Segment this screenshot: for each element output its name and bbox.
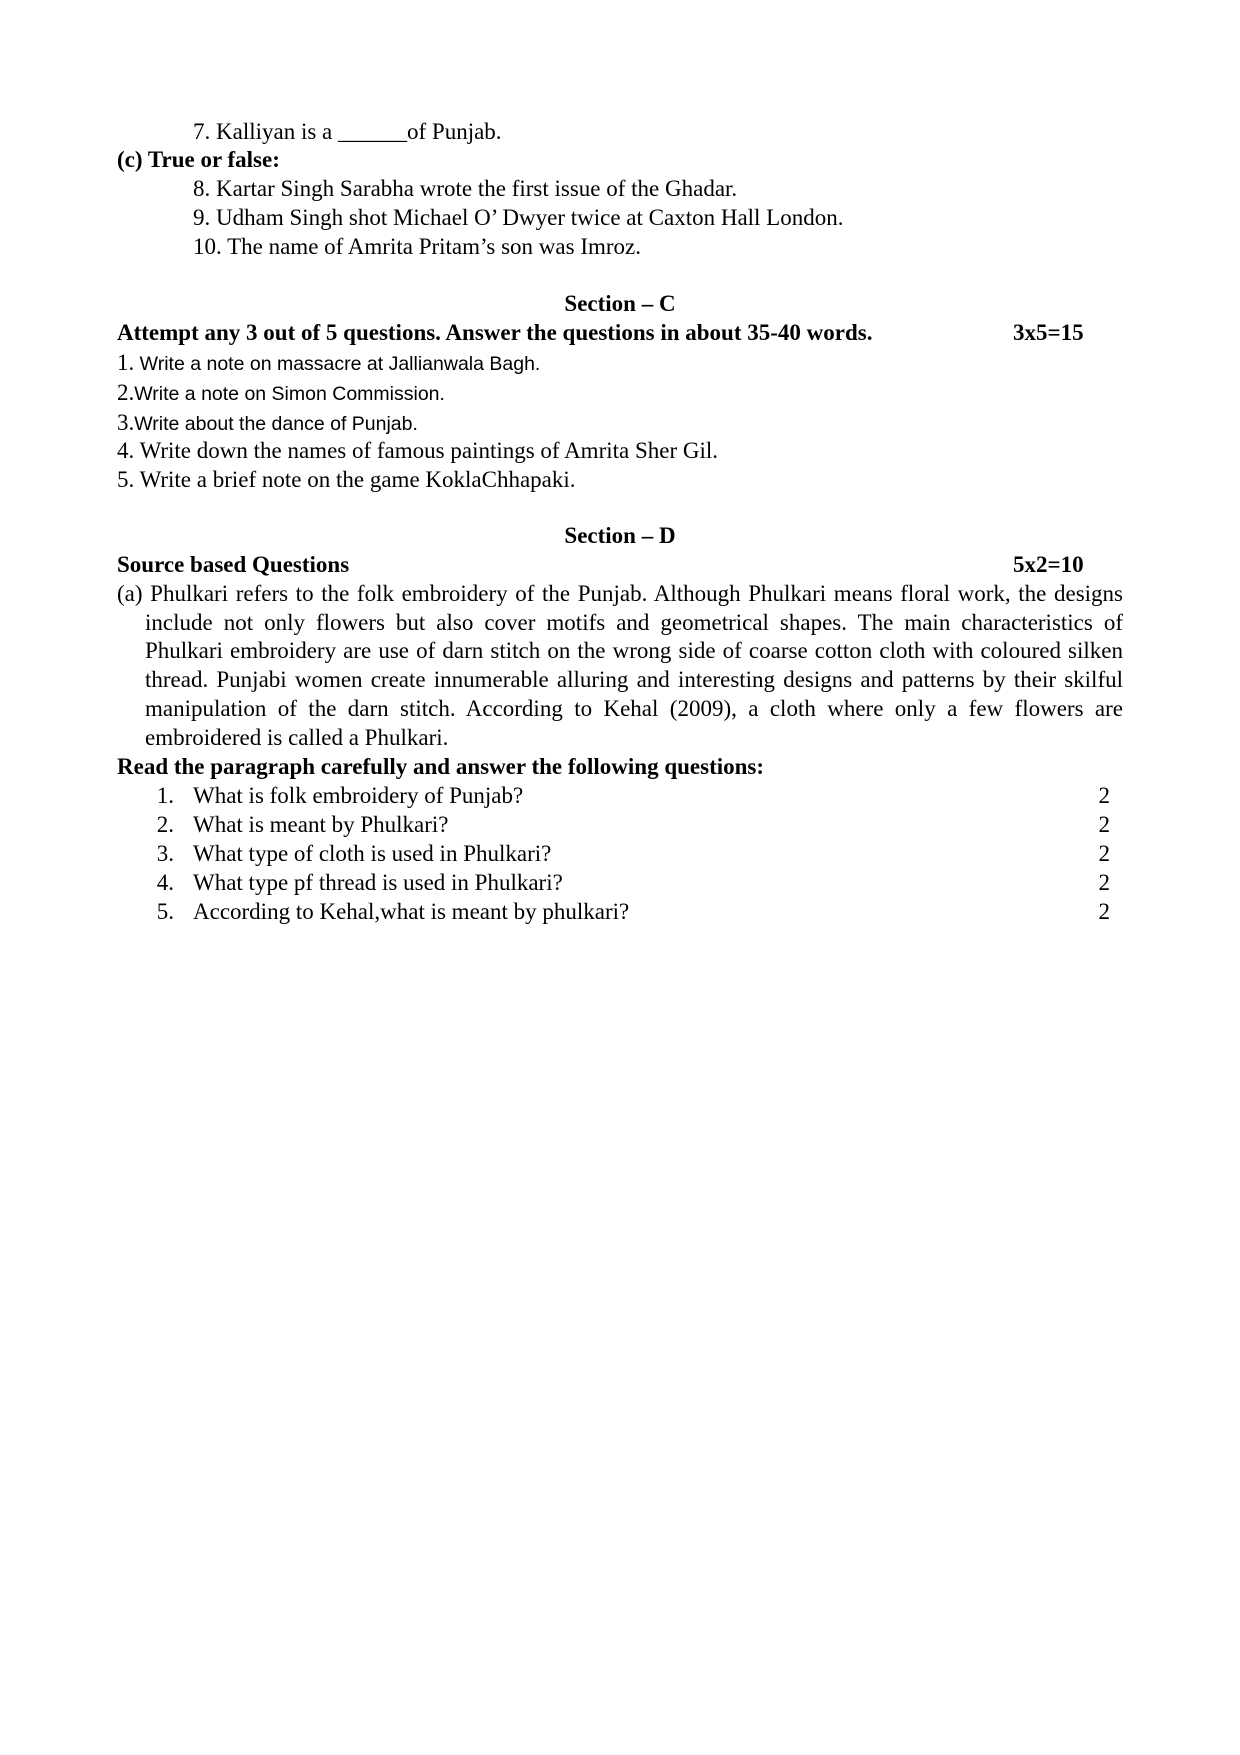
section-c-question-5 <box>117 466 576 494</box>
question-number: 4. <box>156 870 174 895</box>
section-c-title: Section – C <box>564 291 676 316</box>
true-false-heading: (c) True or false: <box>117 147 280 172</box>
section-d-marks: 5x2=10 <box>1013 552 1084 577</box>
question-text: Write down the names of famous paintings of Amrita Sher Gil. <box>134 438 719 463</box>
question-text: What type pf thread is used in Phulkari? <box>193 870 563 895</box>
question-text: Write a brief note on the game KoklaChhapaki. <box>134 467 576 492</box>
section-d-title: Section – D <box>564 523 676 548</box>
question-number: 3. <box>156 841 174 866</box>
section-c-question-1 <box>117 349 540 378</box>
question-mark: 2 <box>1098 812 1110 837</box>
question-number: 2. <box>117 380 135 405</box>
true-false-item-10: 10. The name of Amrita Pritam’s son was Imroz. <box>193 234 641 259</box>
question-mark: 2 <box>1098 783 1110 808</box>
question-mark: 2 <box>1098 870 1110 895</box>
section-c-question-2 <box>117 379 445 408</box>
fill-blank-item-7: 7. Kalliyan is a ______of Punjab. <box>193 119 502 144</box>
question-number: 4. <box>117 438 135 463</box>
question-text: What is folk embroidery of Punjab? <box>193 783 524 808</box>
section-c-question-3 <box>117 409 418 438</box>
section-c-marks: 3x5=15 <box>1013 320 1084 345</box>
question-text: What type of cloth is used in Phulkari? <box>193 841 552 866</box>
question-number: 5. <box>117 467 135 492</box>
question-text: What is meant by Phulkari? <box>193 812 449 837</box>
read-instruction: Read the paragraph carefully and answer the following questions: <box>117 754 765 779</box>
question-mark: 2 <box>1098 899 1110 924</box>
question-text: Write about the dance of Punjab. <box>134 413 418 435</box>
section-d-heading: Source based Questions <box>117 552 350 577</box>
question-number: 1. <box>156 783 174 808</box>
question-number: 5. <box>156 899 174 924</box>
question-mark: 2 <box>1098 841 1110 866</box>
true-false-item-9: 9. Udham Singh shot Michael O’ Dwyer twice at Caxton Hall London. <box>193 205 844 230</box>
true-false-item-8: 8. Kartar Singh Sarabha wrote the first issue of the Ghadar. <box>193 176 738 201</box>
question-text: According to Kehal,what is meant by phulkari? <box>193 899 630 924</box>
question-text: Write a note on massacre at Jallianwala Bagh. <box>134 353 541 375</box>
question-number: 3. <box>117 410 135 435</box>
source-passage: (a) Phulkari refers to the folk embroidery of the Punjab. Although Phulkari means floral work, the designs include not only flowers but also cover motifs and geometrical shapes. The main characteristics of Phulkari embroidery are use of darn stitch on the wrong side of coarse cotton cloth with coloured silken thread. Punjabi women create innumerable alluring and interesting designs and patterns by their skilful manipulation of the darn stitch. According to Kehal (2009), a cloth where only a few flowers are embroidered is called a Phulkari. <box>117 581 1123 750</box>
section-c-question-4 <box>117 437 718 465</box>
question-number: 2. <box>156 812 174 837</box>
question-text: Write a note on Simon Commission. <box>134 383 445 405</box>
section-c-instruction: Attempt any 3 out of 5 questions. Answer the questions in about 35-40 words. <box>117 320 873 345</box>
question-number: 1. <box>117 350 135 375</box>
